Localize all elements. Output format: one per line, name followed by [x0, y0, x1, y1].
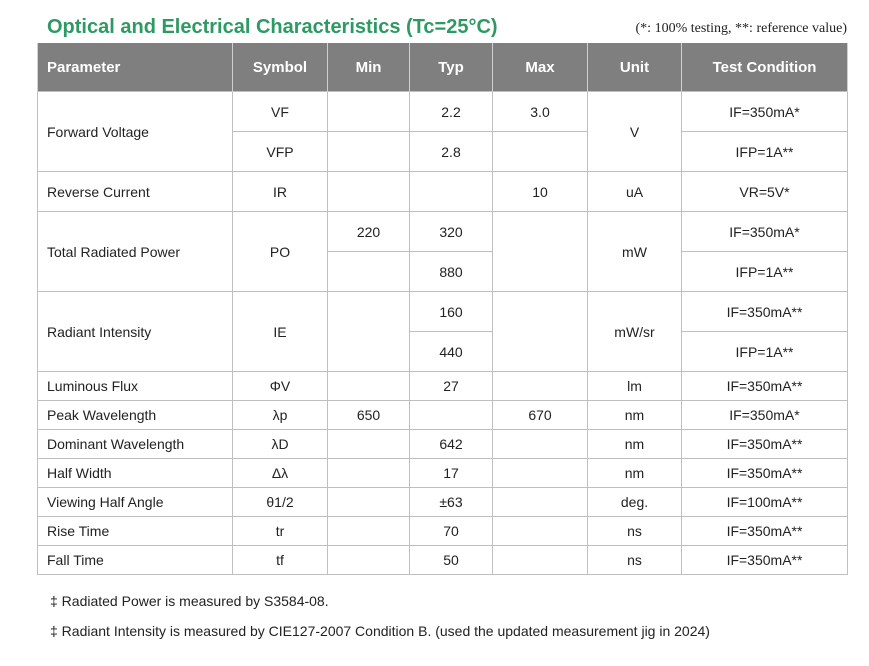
cell-condition: IF=350mA** — [682, 459, 848, 488]
cell-min — [328, 459, 410, 488]
table-row — [38, 459, 848, 488]
header-parameter: Parameter — [38, 43, 233, 92]
cell-unit: deg. — [588, 488, 682, 517]
characteristics-table — [37, 43, 848, 575]
cell-typ: 2.2 — [410, 92, 493, 132]
cell-max — [493, 292, 588, 372]
cell-unit: ns — [588, 546, 682, 575]
table-row — [38, 488, 848, 517]
cell-symbol: tr — [233, 517, 328, 546]
cell-unit: V — [588, 92, 682, 172]
cell-symbol: VF — [233, 92, 328, 132]
cell-parameter: Forward Voltage — [38, 92, 233, 172]
cell-min — [328, 488, 410, 517]
cell-symbol: λD — [233, 430, 328, 459]
cell-unit: nm — [588, 459, 682, 488]
cell-max — [493, 488, 588, 517]
cell-symbol: λp — [233, 401, 328, 430]
table-row — [38, 172, 848, 212]
cell-max — [493, 212, 588, 292]
cell-min — [328, 92, 410, 132]
cell-condition: IFP=1A** — [682, 132, 848, 172]
cell-condition: VR=5V* — [682, 172, 848, 212]
cell-symbol: tf — [233, 546, 328, 575]
table-row — [38, 517, 848, 546]
cell-unit: mW — [588, 212, 682, 292]
cell-max — [493, 132, 588, 172]
cell-typ: 880 — [410, 252, 493, 292]
cell-typ: 70 — [410, 517, 493, 546]
cell-parameter: Rise Time — [38, 517, 233, 546]
table-row — [38, 546, 848, 575]
cell-max: 10 — [493, 172, 588, 212]
table-row — [38, 92, 848, 132]
cell-symbol: IR — [233, 172, 328, 212]
cell-condition: IF=350mA** — [682, 372, 848, 401]
cell-max — [493, 430, 588, 459]
cell-min — [328, 372, 410, 401]
cell-parameter: Total Radiated Power — [38, 212, 233, 292]
cell-symbol: VFP — [233, 132, 328, 172]
cell-parameter: Reverse Current — [38, 172, 233, 212]
header-symbol: Symbol — [233, 43, 328, 92]
cell-parameter: Radiant Intensity — [38, 292, 233, 372]
header-condition: Test Condition — [682, 43, 848, 92]
cell-min: 220 — [328, 212, 410, 252]
cell-typ: ±63 — [410, 488, 493, 517]
cell-max — [493, 372, 588, 401]
page-title: Optical and Electrical Characteristics (Tc=25°C) — [47, 16, 498, 38]
cell-unit: uA — [588, 172, 682, 212]
cell-parameter: Fall Time — [38, 546, 233, 575]
cell-parameter: Dominant Wavelength — [38, 430, 233, 459]
cell-typ: 440 — [410, 332, 493, 372]
cell-unit: ns — [588, 517, 682, 546]
cell-unit: nm — [588, 430, 682, 459]
cell-condition: IF=350mA* — [682, 92, 848, 132]
footnote-radiated-power: ‡ Radiated Power is measured by S3584-08. — [50, 593, 329, 609]
cell-typ: 2.8 — [410, 132, 493, 172]
header-row — [38, 43, 848, 92]
cell-condition: IFP=1A** — [682, 252, 848, 292]
table-row — [38, 430, 848, 459]
cell-min: 650 — [328, 401, 410, 430]
cell-max — [493, 546, 588, 575]
cell-parameter: Viewing Half Angle — [38, 488, 233, 517]
cell-symbol: ΦV — [233, 372, 328, 401]
cell-min — [328, 252, 410, 292]
cell-min — [328, 517, 410, 546]
table-row — [38, 292, 848, 332]
header-unit: Unit — [588, 43, 682, 92]
cell-min — [328, 292, 410, 372]
cell-condition: IF=350mA** — [682, 292, 848, 332]
cell-max: 3.0 — [493, 92, 588, 132]
cell-min — [328, 430, 410, 459]
header-typ: Typ — [410, 43, 493, 92]
cell-typ: 320 — [410, 212, 493, 252]
header-min: Min — [328, 43, 410, 92]
cell-min — [328, 172, 410, 212]
cell-parameter: Half Width — [38, 459, 233, 488]
cell-typ — [410, 401, 493, 430]
cell-symbol: PO — [233, 212, 328, 292]
footnote-radiant-intensity: ‡ Radiant Intensity is measured by CIE127-2007 Condition B. (used the updated measurement jig in 2024) — [50, 623, 710, 639]
cell-max — [493, 459, 588, 488]
cell-parameter: Peak Wavelength — [38, 401, 233, 430]
cell-parameter: Luminous Flux — [38, 372, 233, 401]
cell-unit: nm — [588, 401, 682, 430]
cell-unit: lm — [588, 372, 682, 401]
cell-symbol: Δλ — [233, 459, 328, 488]
cell-unit: mW/sr — [588, 292, 682, 372]
cell-min — [328, 132, 410, 172]
table-row — [38, 372, 848, 401]
cell-typ: 642 — [410, 430, 493, 459]
cell-condition: IF=350mA** — [682, 517, 848, 546]
cell-max: 670 — [493, 401, 588, 430]
cell-typ — [410, 172, 493, 212]
table-row — [38, 401, 848, 430]
cell-condition: IF=350mA* — [682, 401, 848, 430]
cell-typ: 27 — [410, 372, 493, 401]
cell-condition: IF=100mA** — [682, 488, 848, 517]
cell-typ: 17 — [410, 459, 493, 488]
header-max: Max — [493, 43, 588, 92]
cell-typ: 160 — [410, 292, 493, 332]
cell-condition: IF=350mA* — [682, 212, 848, 252]
table-row — [38, 212, 848, 252]
cell-condition: IF=350mA** — [682, 430, 848, 459]
cell-condition: IFP=1A** — [682, 332, 848, 372]
cell-symbol: IE — [233, 292, 328, 372]
cell-min — [328, 546, 410, 575]
cell-max — [493, 517, 588, 546]
cell-symbol: θ1/2 — [233, 488, 328, 517]
cell-typ: 50 — [410, 546, 493, 575]
cell-condition: IF=350mA** — [682, 546, 848, 575]
legend-note: (*: 100% testing, **: reference value) — [635, 21, 847, 36]
